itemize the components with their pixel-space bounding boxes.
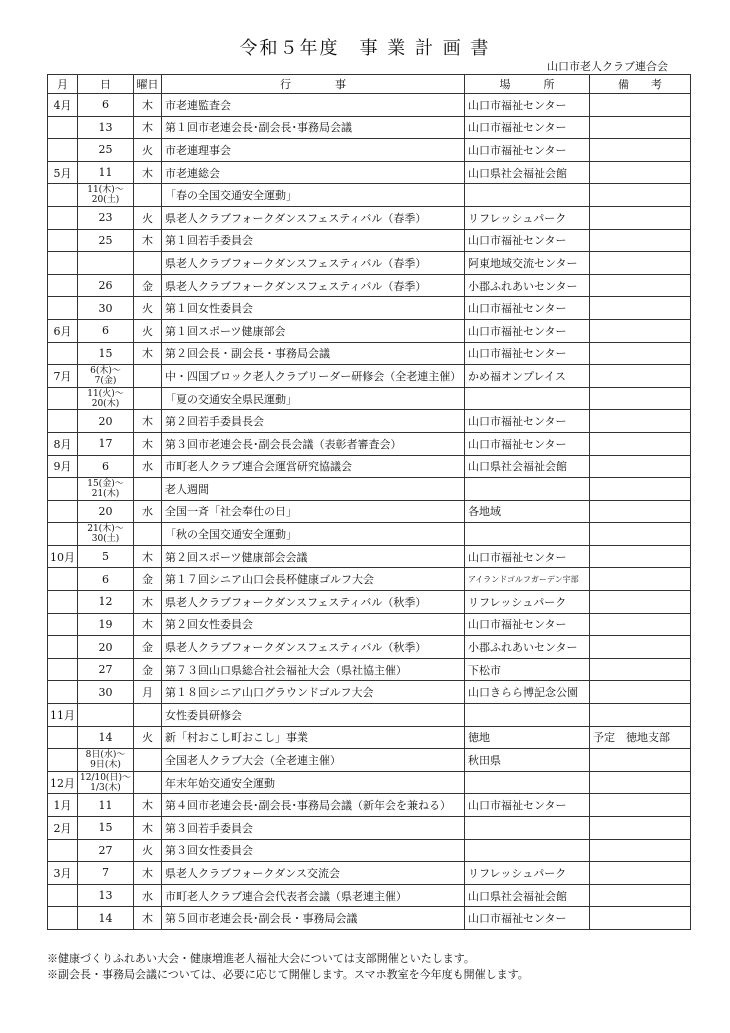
- table-row: [48, 94, 691, 117]
- weekday-cell: 金: [133, 274, 161, 297]
- place-cell: [464, 704, 589, 727]
- note-cell: [589, 794, 690, 817]
- header-weekday: 曜日: [133, 75, 161, 94]
- day-range-line: 12/10(日)～: [80, 772, 131, 783]
- note-cell: [589, 681, 690, 704]
- note-cell: [589, 94, 690, 117]
- table-row: [48, 704, 691, 727]
- event-cell: 第７３回山口県総合社会福祉大会（県社協主催）: [161, 658, 464, 681]
- place-cell: 小郡ふれあいセンター: [464, 636, 589, 659]
- table-row: [48, 862, 691, 885]
- day-cell: 20: [78, 636, 134, 659]
- day-range-line: 21(木): [91, 488, 120, 499]
- month-cell: 3月: [48, 862, 78, 885]
- note-cell: [589, 478, 690, 501]
- table-row: [48, 794, 691, 817]
- note-cell: [589, 862, 690, 885]
- day-cell: 6: [78, 94, 134, 117]
- month-cell: [48, 274, 78, 297]
- place-cell: 阿東地域交流センター: [464, 252, 589, 275]
- table-row: [48, 139, 691, 162]
- day-cell: 5: [78, 545, 134, 568]
- day-cell: [78, 704, 134, 727]
- place-cell: 山口市福祉センター: [464, 613, 589, 636]
- month-cell: [48, 523, 78, 546]
- place-cell: 山口市福祉センター: [464, 342, 589, 365]
- day-range-line: 8日(水)～: [85, 750, 126, 761]
- place-cell: リフレッシュパーク: [464, 591, 589, 614]
- table-row: [48, 229, 691, 252]
- place-cell: 山口県社会福祉会館: [464, 161, 589, 184]
- month-cell: [48, 297, 78, 320]
- day-cell: 26: [78, 274, 134, 297]
- weekday-cell: 火: [133, 839, 161, 862]
- note-cell: [589, 297, 690, 320]
- weekday-cell: 火: [133, 319, 161, 342]
- month-cell: [48, 884, 78, 907]
- month-cell: [48, 591, 78, 614]
- place-cell: 山口市福祉センター: [464, 545, 589, 568]
- month-cell: 11月: [48, 704, 78, 727]
- table-row: [48, 613, 691, 636]
- note-cell: [589, 636, 690, 659]
- event-cell: 老人週間: [161, 478, 464, 501]
- weekday-cell: 金: [133, 568, 161, 591]
- note-cell: [589, 410, 690, 433]
- month-cell: [48, 229, 78, 252]
- day-cell: 25: [78, 139, 134, 162]
- day-cell: 15: [78, 342, 134, 365]
- day-range-line: 11(木)～: [87, 185, 124, 196]
- note-cell: [589, 116, 690, 139]
- event-cell: 第１回女性委員会: [161, 297, 464, 320]
- weekday-cell: 木: [133, 907, 161, 930]
- weekday-cell: 木: [133, 342, 161, 365]
- event-cell: 年末年始交通安全運動: [161, 771, 464, 794]
- month-cell: 2月: [48, 817, 78, 840]
- event-cell: 全国一斉「社会奉仕の日」: [161, 500, 464, 523]
- header-day: 日: [78, 75, 134, 94]
- header-event: 行 事: [161, 75, 464, 94]
- event-cell: 県老人クラブフォークダンス交流会: [161, 862, 464, 885]
- month-cell: 12月: [48, 771, 78, 794]
- note-cell: [589, 658, 690, 681]
- day-range-line: 15(金)～: [87, 478, 124, 489]
- month-cell: [48, 613, 78, 636]
- place-cell: [464, 523, 589, 546]
- event-cell: 「春の全国交通安全運動」: [161, 184, 464, 207]
- month-cell: [48, 184, 78, 207]
- place-cell: [464, 817, 589, 840]
- month-cell: 9月: [48, 455, 78, 478]
- month-cell: [48, 839, 78, 862]
- day-cell: 14: [78, 726, 134, 749]
- place-cell: 山口市福祉センター: [464, 410, 589, 433]
- weekday-cell: 水: [133, 455, 161, 478]
- event-cell: 全国老人クラブ大会（全老連主催）: [161, 749, 464, 772]
- month-cell: [48, 636, 78, 659]
- place-cell: アイランドゴルフガーデン宇部: [464, 568, 589, 591]
- event-cell: 第１回スポーツ健康部会: [161, 319, 464, 342]
- header-place: 場 所: [464, 75, 589, 94]
- month-cell: 8月: [48, 432, 78, 455]
- event-cell: 県老人クラブフォークダンスフェスティバル（春季）: [161, 274, 464, 297]
- day-cell: [78, 749, 134, 772]
- day-cell: 14: [78, 907, 134, 930]
- weekday-cell: [133, 184, 161, 207]
- weekday-cell: [133, 387, 161, 410]
- day-cell: 20: [78, 500, 134, 523]
- table-row: [48, 297, 691, 320]
- weekday-cell: 金: [133, 636, 161, 659]
- place-cell: 秋田県: [464, 749, 589, 772]
- table-row: [48, 545, 691, 568]
- event-cell: 中・四国ブロック老人クラブリーダー研修会（全老連主催）: [161, 365, 464, 388]
- place-cell: 山口きらら博記念公園: [464, 681, 589, 704]
- month-cell: [48, 206, 78, 229]
- note-cell: [589, 342, 690, 365]
- weekday-cell: [133, 365, 161, 388]
- place-cell: 小郡ふれあいセンター: [464, 274, 589, 297]
- weekday-cell: 月: [133, 681, 161, 704]
- weekday-cell: 木: [133, 613, 161, 636]
- day-cell: [78, 523, 134, 546]
- weekday-cell: [133, 704, 161, 727]
- day-cell: 23: [78, 206, 134, 229]
- note-cell: [589, 749, 690, 772]
- note-cell: [589, 252, 690, 275]
- day-cell: 6: [78, 455, 134, 478]
- table-row: [48, 184, 691, 207]
- month-cell: 4月: [48, 94, 78, 117]
- event-cell: 第４回市老連会長･副会長･事務局会議（新年会を兼ねる）: [161, 794, 464, 817]
- day-cell: 11: [78, 794, 134, 817]
- table-header-row: [48, 75, 691, 94]
- event-cell: 市老連総会: [161, 161, 464, 184]
- month-cell: [48, 478, 78, 501]
- month-cell: [48, 252, 78, 275]
- footnotes: [47, 951, 529, 983]
- weekday-cell: 火: [133, 139, 161, 162]
- day-cell: [78, 387, 134, 410]
- note-cell: [589, 184, 690, 207]
- table-row: [48, 410, 691, 433]
- day-cell: 6: [78, 319, 134, 342]
- event-cell: 女性委員研修会: [161, 704, 464, 727]
- month-cell: 7月: [48, 365, 78, 388]
- month-cell: [48, 681, 78, 704]
- place-cell: 山口市福祉センター: [464, 116, 589, 139]
- place-cell: 山口市福祉センター: [464, 319, 589, 342]
- weekday-cell: 木: [133, 229, 161, 252]
- note-cell: [589, 817, 690, 840]
- note-cell: [589, 229, 690, 252]
- place-cell: [464, 184, 589, 207]
- footnote: ※健康づくりふれあい大会・健康増進老人福祉大会については支部開催といたします。: [47, 952, 475, 965]
- day-range-line: 11(火)～: [87, 388, 124, 399]
- place-cell: かめ福オンプレイス: [464, 365, 589, 388]
- day-cell: 27: [78, 839, 134, 862]
- weekday-cell: 火: [133, 297, 161, 320]
- table-row: [48, 206, 691, 229]
- weekday-cell: 水: [133, 500, 161, 523]
- table-row: [48, 726, 691, 749]
- weekday-cell: 水: [133, 884, 161, 907]
- event-cell: 県老人クラブフォークダンスフェスティバル（春季）: [161, 206, 464, 229]
- day-range-line: 30(土): [91, 534, 120, 545]
- event-cell: 第１７回シニア山口会長杯健康ゴルフ大会: [161, 568, 464, 591]
- weekday-cell: 木: [133, 116, 161, 139]
- note-cell: [589, 500, 690, 523]
- table-row: [48, 342, 691, 365]
- place-cell: 山口県社会福祉会館: [464, 884, 589, 907]
- place-cell: 山口市福祉センター: [464, 139, 589, 162]
- month-cell: 1月: [48, 794, 78, 817]
- schedule-table: [47, 74, 691, 930]
- table-row: [48, 365, 691, 388]
- place-cell: リフレッシュパーク: [464, 862, 589, 885]
- table-row: [48, 116, 691, 139]
- table-row: [48, 500, 691, 523]
- table-row: [48, 387, 691, 410]
- weekday-cell: [133, 478, 161, 501]
- note-cell: [589, 545, 690, 568]
- weekday-cell: 木: [133, 817, 161, 840]
- table-row: [48, 161, 691, 184]
- header-month: 月: [48, 75, 78, 94]
- day-cell: 19: [78, 613, 134, 636]
- event-cell: 第１回市老連会長･副会長･事務局会議: [161, 116, 464, 139]
- weekday-cell: 金: [133, 658, 161, 681]
- note-cell: [589, 206, 690, 229]
- month-cell: [48, 139, 78, 162]
- event-cell: 市老連監査会: [161, 94, 464, 117]
- event-cell: 第１回若手委員会: [161, 229, 464, 252]
- note-cell: [589, 319, 690, 342]
- table-row: [48, 817, 691, 840]
- event-cell: 「秋の全国交通安全運動」: [161, 523, 464, 546]
- day-cell: 30: [78, 681, 134, 704]
- weekday-cell: 木: [133, 161, 161, 184]
- table-row: [48, 523, 691, 546]
- place-cell: [464, 839, 589, 862]
- event-cell: 市町老人クラブ連合会代表者会議（県老連主催）: [161, 884, 464, 907]
- place-cell: 山口市福祉センター: [464, 907, 589, 930]
- place-cell: 山口市福祉センター: [464, 794, 589, 817]
- weekday-cell: 火: [133, 726, 161, 749]
- month-cell: 6月: [48, 319, 78, 342]
- day-range-line: 1/3(木): [90, 782, 121, 793]
- note-cell: [589, 907, 690, 930]
- event-cell: 市老連理事会: [161, 139, 464, 162]
- place-cell: 山口市福祉センター: [464, 94, 589, 117]
- note-cell: [589, 523, 690, 546]
- place-cell: 下松市: [464, 658, 589, 681]
- note-cell: [589, 771, 690, 794]
- day-cell: [78, 365, 134, 388]
- table-row: [48, 636, 691, 659]
- month-cell: [48, 568, 78, 591]
- note-cell: [589, 274, 690, 297]
- day-cell: 27: [78, 658, 134, 681]
- event-cell: 第２回スポーツ健康部会会議: [161, 545, 464, 568]
- day-cell: [78, 771, 134, 794]
- event-cell: 第２回女性委員会: [161, 613, 464, 636]
- table-row: [48, 771, 691, 794]
- event-cell: 第５回市老連会長･副会長・事務局会議: [161, 907, 464, 930]
- note-cell: [589, 161, 690, 184]
- note-cell: [589, 139, 690, 162]
- note-cell: [589, 704, 690, 727]
- month-cell: 5月: [48, 161, 78, 184]
- month-cell: [48, 116, 78, 139]
- day-cell: 30: [78, 297, 134, 320]
- place-cell: リフレッシュパーク: [464, 206, 589, 229]
- weekday-cell: 木: [133, 94, 161, 117]
- weekday-cell: 木: [133, 545, 161, 568]
- month-cell: [48, 342, 78, 365]
- day-range-line: 6(木)～: [90, 365, 121, 376]
- day-cell: 11: [78, 161, 134, 184]
- month-cell: [48, 387, 78, 410]
- note-cell: [589, 365, 690, 388]
- table-row: [48, 681, 691, 704]
- place-cell: 山口市福祉センター: [464, 297, 589, 320]
- place-cell: 徳地: [464, 726, 589, 749]
- event-cell: 第３回若手委員会: [161, 817, 464, 840]
- place-cell: [464, 771, 589, 794]
- day-cell: 25: [78, 229, 134, 252]
- table-row: [48, 455, 691, 478]
- month-cell: [48, 500, 78, 523]
- event-cell: 第３回市老連会長･副会長会議（表彰者審査会）: [161, 432, 464, 455]
- day-range-line: 20(土): [91, 195, 120, 206]
- event-cell: 第１８回シニア山口グラウンドゴルフ大会: [161, 681, 464, 704]
- table-body: [48, 94, 691, 930]
- month-cell: 10月: [48, 545, 78, 568]
- weekday-cell: 木: [133, 410, 161, 433]
- day-cell: [78, 252, 134, 275]
- event-cell: 第２回会長・副会長・事務局会議: [161, 342, 464, 365]
- event-cell: 市町老人クラブ連合会運営研究協議会: [161, 455, 464, 478]
- note-cell: [589, 387, 690, 410]
- weekday-cell: [133, 523, 161, 546]
- page-title: 令和５年度 事 業 計 画 書: [239, 38, 491, 59]
- table-row: [48, 252, 691, 275]
- note-cell: 予定 徳地支部: [589, 726, 690, 749]
- table-row: [48, 274, 691, 297]
- place-cell: 山口市福祉センター: [464, 229, 589, 252]
- note-cell: [589, 568, 690, 591]
- day-cell: 12: [78, 591, 134, 614]
- note-cell: [589, 839, 690, 862]
- month-cell: [48, 907, 78, 930]
- place-cell: [464, 387, 589, 410]
- table-row: [48, 658, 691, 681]
- weekday-cell: [133, 771, 161, 794]
- header-note: 備 考: [589, 75, 690, 94]
- place-cell: 山口市福祉センター: [464, 432, 589, 455]
- table-row: [48, 839, 691, 862]
- month-cell: [48, 749, 78, 772]
- day-range-line: 9日(木): [90, 760, 121, 771]
- table-row: [48, 907, 691, 930]
- note-cell: [589, 613, 690, 636]
- day-range-line: 7(金): [94, 375, 117, 386]
- event-cell: 県老人クラブフォークダンスフェスティバル（秋季）: [161, 591, 464, 614]
- weekday-cell: 火: [133, 206, 161, 229]
- table-row: [48, 432, 691, 455]
- month-cell: [48, 658, 78, 681]
- footnote: ※副会長・事務局会議については、必要に応じて開催します。スマホ教室を今年度も開催します。: [47, 968, 529, 981]
- weekday-cell: 木: [133, 432, 161, 455]
- note-cell: [589, 884, 690, 907]
- note-cell: [589, 455, 690, 478]
- place-cell: 山口県社会福祉会館: [464, 455, 589, 478]
- weekday-cell: 木: [133, 862, 161, 885]
- event-cell: 「夏の交通安全県民運動」: [161, 387, 464, 410]
- day-range-line: 21(木)～: [87, 524, 124, 535]
- month-cell: [48, 726, 78, 749]
- weekday-cell: [133, 749, 161, 772]
- weekday-cell: 木: [133, 794, 161, 817]
- table-row: [48, 568, 691, 591]
- day-cell: 13: [78, 116, 134, 139]
- note-cell: [589, 432, 690, 455]
- event-cell: 新「村おこし町おこし」事業: [161, 726, 464, 749]
- event-cell: 第２回若手委員長会: [161, 410, 464, 433]
- table-row: [48, 749, 691, 772]
- month-cell: [48, 410, 78, 433]
- organization-name: 山口市老人クラブ連合会: [547, 60, 668, 73]
- day-cell: 20: [78, 410, 134, 433]
- day-cell: [78, 478, 134, 501]
- place-cell: 各地域: [464, 500, 589, 523]
- day-cell: [78, 184, 134, 207]
- place-cell: [464, 478, 589, 501]
- weekday-cell: 木: [133, 591, 161, 614]
- note-cell: [589, 591, 690, 614]
- table-row: [48, 478, 691, 501]
- event-cell: 県老人クラブフォークダンスフェスティバル（秋季）: [161, 636, 464, 659]
- table-row: [48, 319, 691, 342]
- day-cell: 7: [78, 862, 134, 885]
- table-row: [48, 591, 691, 614]
- day-cell: 6: [78, 568, 134, 591]
- day-cell: 15: [78, 817, 134, 840]
- day-cell: 13: [78, 884, 134, 907]
- table-row: [48, 884, 691, 907]
- weekday-cell: [133, 252, 161, 275]
- day-cell: 17: [78, 432, 134, 455]
- event-cell: 県老人クラブフォークダンスフェスティバル（春季）: [161, 252, 464, 275]
- event-cell: 第３回女性委員会: [161, 839, 464, 862]
- day-range-line: 20(木): [91, 398, 120, 409]
